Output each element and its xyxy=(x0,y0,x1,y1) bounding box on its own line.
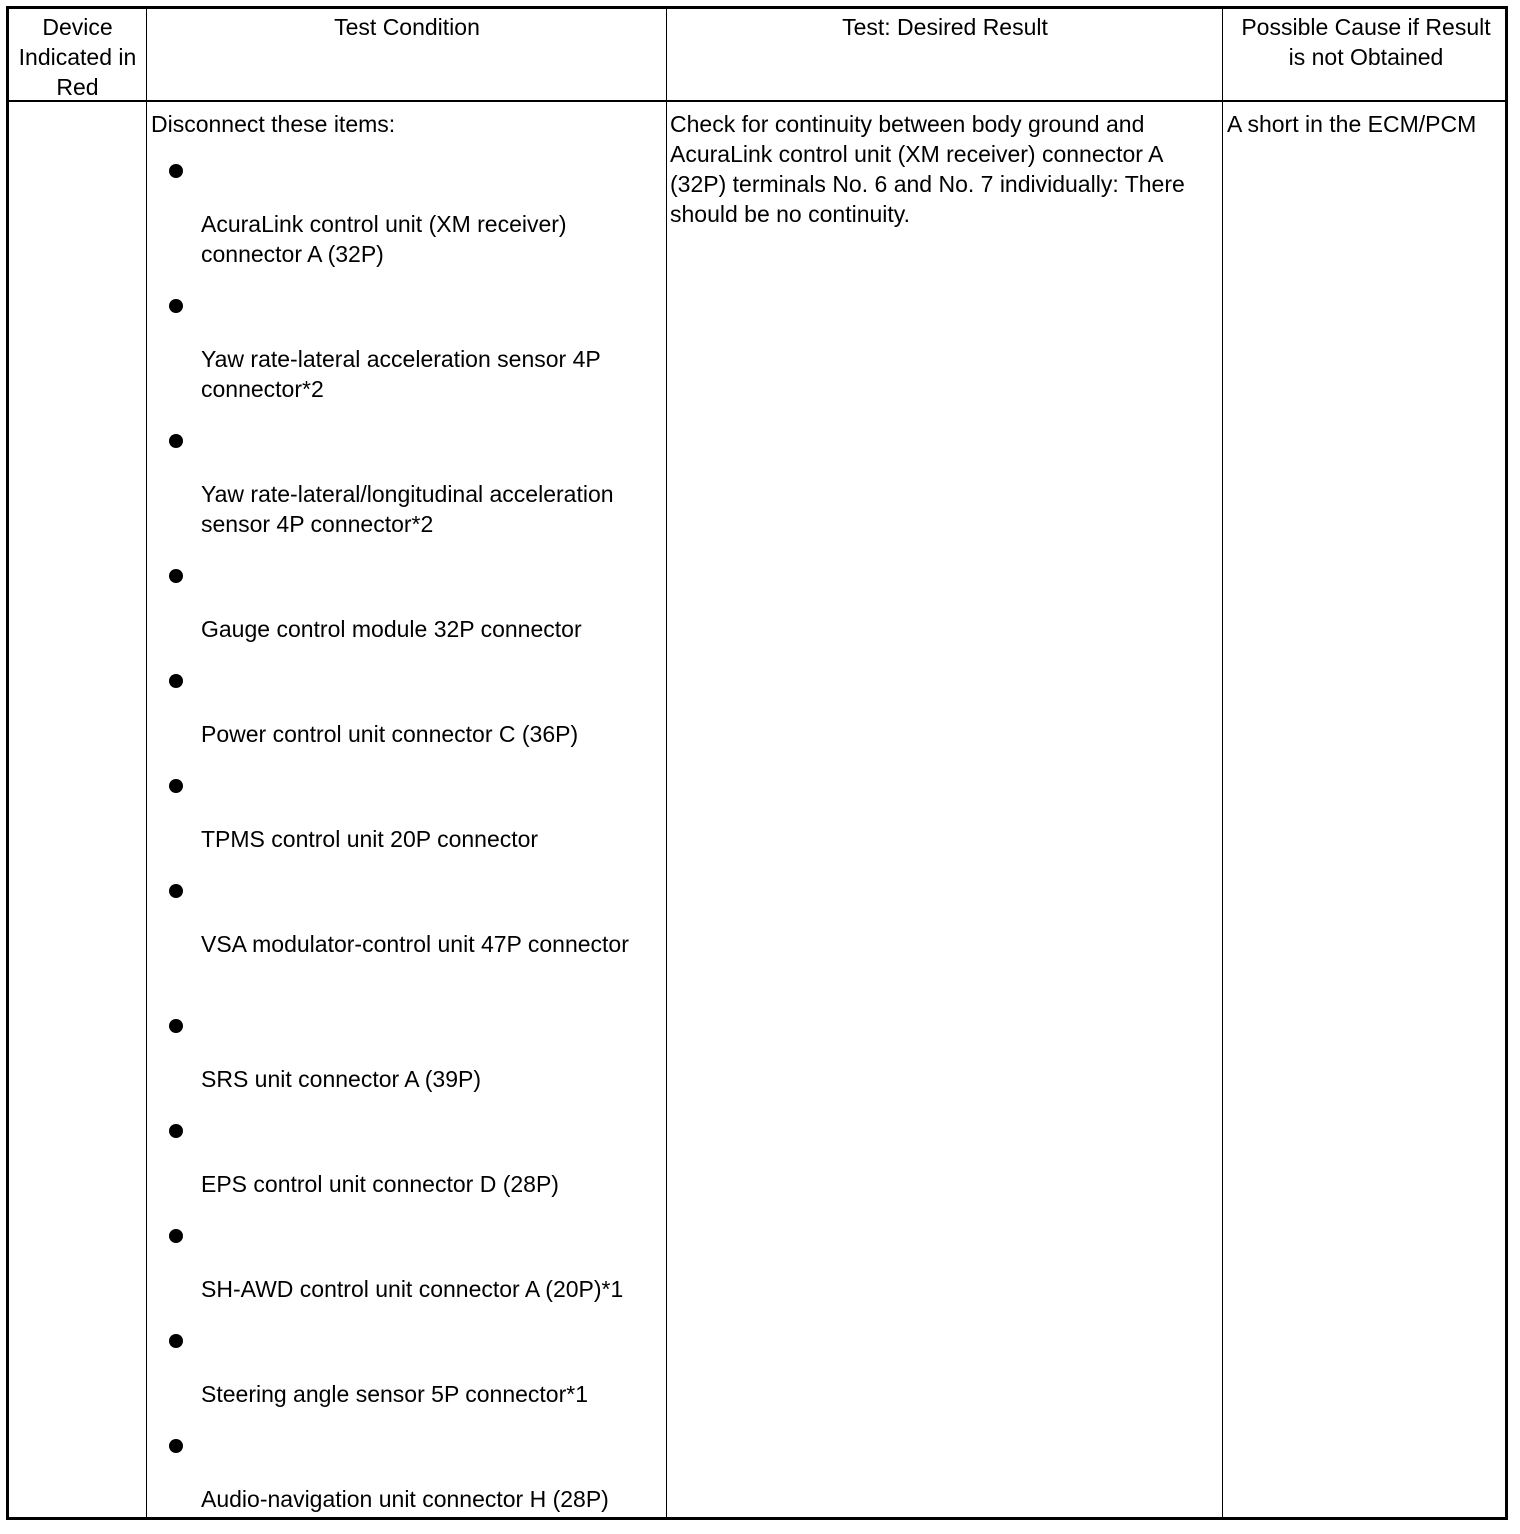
bullet-icon xyxy=(169,1334,183,1348)
bullet-icon xyxy=(169,779,183,793)
list-item: AcuraLink control unit (XM receiver) connector A (32P) xyxy=(151,154,666,289)
header-divider xyxy=(9,100,1505,102)
list-item: Steering angle sensor 5P connector*1 xyxy=(151,1324,666,1429)
bullet-icon xyxy=(169,674,183,688)
bullet-icon xyxy=(169,1229,183,1243)
test-table xyxy=(6,6,1508,1520)
header-device-indicated: Device Indicated in Red xyxy=(18,14,137,100)
list-item: TPMS control unit 20P connector xyxy=(151,769,666,874)
bullet-icon xyxy=(169,1124,183,1138)
list-item: SRS unit connector A (39P) xyxy=(151,1009,666,1114)
list-item: Power control unit connector C (36P) xyxy=(151,664,666,769)
list-item: EPS control unit connector D (28P) xyxy=(151,1114,666,1219)
desired-result-cell: Check for continuity between body ground and AcuraLink control unit (XM receiver) connector A (32P) terminals No. 6 and No. 7 individually: There should be no continuity. xyxy=(670,111,1185,227)
bullet-icon xyxy=(169,1019,183,1033)
possible-cause-cell: A short in the ECM/PCM xyxy=(1227,111,1477,137)
bullet-icon xyxy=(169,569,183,583)
disconnect-list xyxy=(151,154,666,1534)
list-item: Gauge control module 32P connector xyxy=(151,559,666,664)
list-item: VSA modulator-control unit 47P connector xyxy=(151,874,666,1009)
header-desired-result: Test: Desired Result xyxy=(842,14,1048,40)
list-item: SH-AWD control unit connector A (20P)*1 xyxy=(151,1219,666,1324)
column-divider xyxy=(666,9,667,1517)
list-item: Audio-navigation unit connector H (28P) xyxy=(151,1429,666,1534)
list-item: Yaw rate-lateral/longitudinal acceleration sensor 4P connector*2 xyxy=(151,424,666,559)
bullet-icon xyxy=(169,1439,183,1453)
column-divider xyxy=(146,9,147,1517)
bullet-icon xyxy=(169,299,183,313)
header-test-condition: Test Condition xyxy=(334,14,480,40)
bullet-icon xyxy=(169,164,183,178)
condition-intro: Disconnect these items: xyxy=(151,111,396,137)
test-condition-cell xyxy=(151,109,666,1519)
bullet-icon xyxy=(169,434,183,448)
bullet-icon xyxy=(169,884,183,898)
header-possible-cause: Possible Cause if Result is not Obtained xyxy=(1241,14,1491,70)
list-item: Yaw rate-lateral acceleration sensor 4P connector*2 xyxy=(151,289,666,424)
column-divider xyxy=(1222,9,1223,1517)
